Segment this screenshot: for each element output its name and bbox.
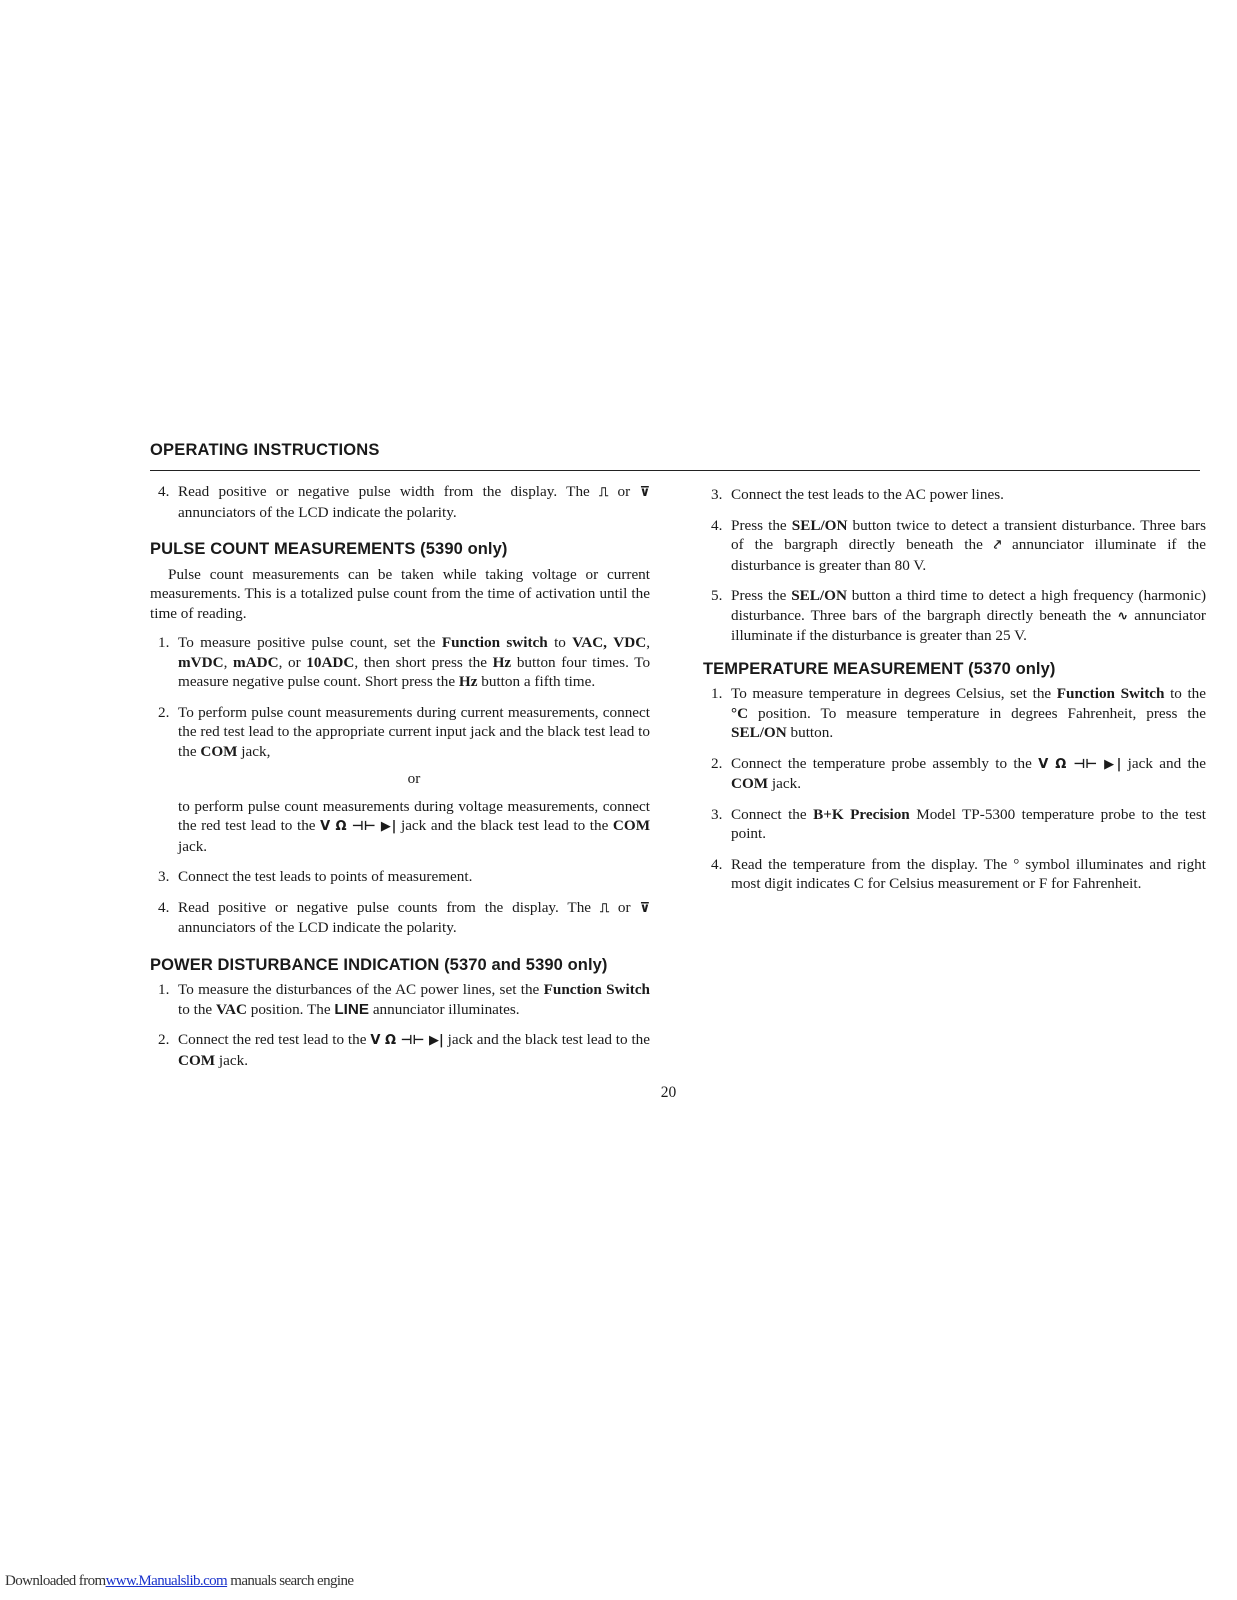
list-item-pulse-4: 4. Read positive or negative pulse counts from the display. The ⎍ or ⊽ annunciators of the LCD indicate the polarity. xyxy=(158,898,651,936)
voltage-ohm-jack-icon: V Ω ⊣⊢ ▶| xyxy=(1038,756,1122,772)
list-item-temp-4: 4. Read the temperature from the display. The ° symbol illuminates and right most digit indicates C for Celsius measurement or F for Fahrenheit. xyxy=(711,855,1206,892)
right-column xyxy=(703,485,1206,905)
left-column xyxy=(150,482,650,1081)
negative-pulse-icon: ⊽ xyxy=(639,485,651,500)
manualslib-link[interactable]: www.Manualslib.com xyxy=(105,1573,228,1589)
positive-pulse-icon: ⎍ xyxy=(599,900,610,916)
list-item-power-1: 1. To measure the disturbances of the AC power lines, set the Function Switch to the VAC position. The LINE annunciator illuminates. xyxy=(158,981,651,1018)
list-item-pulse-width-4: 4. Read positive or negative pulse width from the display. The ⎍ or ⊽ annunciators of the LCD indicate the polarity. xyxy=(158,483,651,521)
page-number: 20 xyxy=(660,1084,677,1101)
list-item-power-5: 5. Press the SEL/ON button a third time to detect a high frequency (harmonic) disturbance. Three bars of the bargraph directly beneath the ∿ annunciator illuminate if the disturbance is greater than 25 V. xyxy=(711,587,1207,644)
pulse-count-intro: Pulse count measurements can be taken while taking voltage or current measurements. This is a totalized pulse count from the time of activation until the time of reading. xyxy=(150,565,650,622)
temperature-heading: TEMPERATURE MEASUREMENT (5370 only) xyxy=(703,659,1056,678)
list-item-pulse-2-continued: to perform pulse count measurements during voltage measurements, connect the red test lead to the V Ω ⊣⊢ ▶| jack and the black test lead to the COM jack. xyxy=(178,797,651,855)
pulse-count-heading: PULSE COUNT MEASUREMENTS (5390 only) xyxy=(150,540,508,558)
or-text: or xyxy=(407,770,421,787)
power-disturbance-heading: POWER DISTURBANCE INDICATION (5370 and 5390 only) xyxy=(150,955,608,974)
list-item-power-4: 4. Press the SEL/ON button twice to detect a transient disturbance. Three bars of the bargraph directly beneath the ⤤ annunciator illuminate if the disturbance is greater than 80 V. xyxy=(711,516,1207,574)
positive-pulse-icon: ⎍ xyxy=(599,485,609,500)
list-item-pulse-2: 2. To perform pulse count measurements during current measurements, connect the red test lead to the appropriate current input jack and the black test lead to the COM jack, xyxy=(158,703,650,760)
voltage-ohm-jack-icon: V Ω ⊣⊢ ▶| xyxy=(370,1033,444,1048)
negative-pulse-icon: ⊽ xyxy=(639,900,651,916)
list-item-temp-2: 2. Connect the temperature probe assembly to the V Ω ⊣⊢ ▶| jack and the COM jack. xyxy=(711,754,1207,792)
download-footer: Downloaded fromwww.Manualslib.com manuals search engine xyxy=(5,1573,354,1589)
list-item-pulse-3: 3. Connect the test leads to points of measurement. xyxy=(158,868,473,885)
header-rule xyxy=(150,470,1200,471)
section-header: OPERATING INSTRUCTIONS xyxy=(150,441,380,459)
list-item-power-3: 3. Connect the test leads to the AC power lines. xyxy=(711,486,1004,503)
list-item-temp-3: 3. Connect the B+K Precision Model TP-5300 temperature probe to the test point. xyxy=(711,805,1207,842)
list-item-pulse-1: 1. To measure positive pulse count, set the Function switch to VAC, VDC, mVDC, mADC, or 10ADC, then short press the Hz button four times. To measure negative pulse count. Short press the Hz button a fifth time. xyxy=(158,634,651,690)
harmonic-icon: ∿ xyxy=(1117,608,1129,624)
voltage-ohm-jack-icon: V Ω ⊣⊢ ▶| xyxy=(320,819,397,834)
list-item-temp-1: 1. To measure temperature in degrees Celsius, set the Function Switch to the °C position. To measure temperature in degrees Fahrenheit, press the SEL/ON button. xyxy=(711,685,1207,741)
transient-icon: ⤤ xyxy=(993,538,1002,553)
list-item-power-2: 2. Connect the red test lead to the V Ω ⊣⊢ ▶| jack and the black test lead to the COM jack. xyxy=(158,1031,651,1069)
